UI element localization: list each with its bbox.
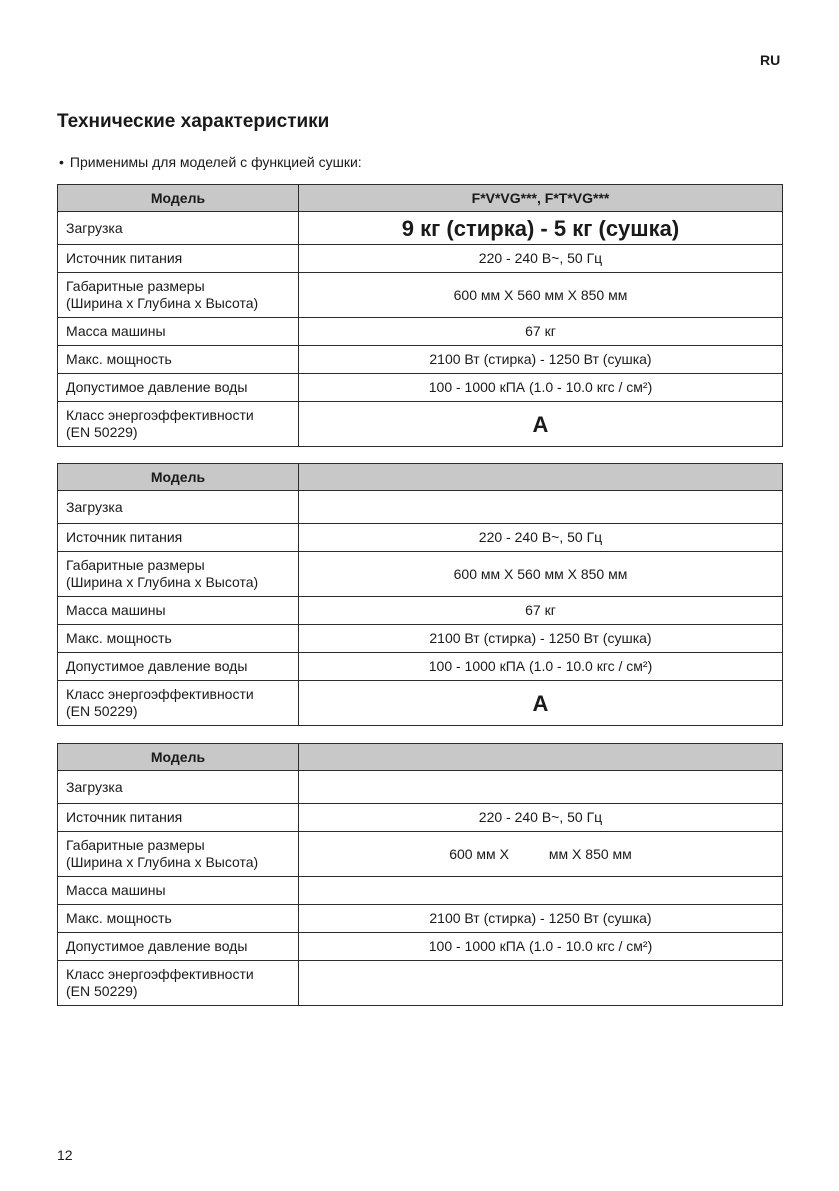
dimensions-part-a: 600 мм X — [449, 845, 509, 862]
row-label-line: (Ширина x Глубина x Высота) — [66, 295, 259, 311]
page-number: 12 — [57, 1147, 73, 1163]
model-value: F*V*VG***, F*T*VG*** — [299, 185, 783, 212]
table-row — [58, 804, 783, 832]
table-row — [58, 933, 783, 961]
model-value — [299, 744, 783, 771]
table-row — [58, 771, 783, 804]
row-label: Загрузка — [58, 491, 299, 524]
table-row — [58, 552, 783, 597]
row-label: Допустимое давление воды — [58, 933, 299, 961]
row-label: Источник питания — [58, 524, 299, 552]
mass-value — [299, 877, 783, 905]
language-code: RU — [760, 52, 781, 68]
row-label — [58, 832, 299, 877]
table-row — [58, 318, 783, 346]
spec-table-3 — [57, 743, 783, 1006]
row-label — [58, 402, 299, 447]
table-row — [58, 625, 783, 653]
row-label: Масса машины — [58, 877, 299, 905]
row-label: Макс. мощность — [58, 905, 299, 933]
table-row — [58, 961, 783, 1006]
row-label — [58, 273, 299, 318]
table-row — [58, 273, 783, 318]
spec-table-2 — [57, 463, 783, 726]
row-label-line: (EN 50229) — [66, 703, 138, 719]
table-row — [58, 905, 783, 933]
row-label — [58, 961, 299, 1006]
load-value — [299, 771, 783, 804]
row-label: Масса машины — [58, 318, 299, 346]
mass-value: 67 кг — [299, 318, 783, 346]
dimensions-value: 600 мм X 560 мм X 850 мм — [299, 552, 783, 597]
table-header-row — [58, 185, 783, 212]
row-label — [58, 681, 299, 726]
table-row — [58, 524, 783, 552]
table-header-row — [58, 464, 783, 491]
row-label: Масса машины — [58, 597, 299, 625]
row-label-line: Габаритные размеры — [66, 837, 205, 853]
water-pressure-value: 100 - 1000 кПА (1.0 - 10.0 кгс / см²) — [299, 374, 783, 402]
load-value — [299, 491, 783, 524]
row-label-line: (EN 50229) — [66, 424, 138, 440]
load-value: 9 кг (стирка) - 5 кг (сушка) — [299, 212, 783, 245]
row-label-line: Габаритные размеры — [66, 278, 205, 294]
table-row — [58, 653, 783, 681]
page-title: Технические характеристики — [57, 111, 330, 132]
dimensions-part-b: мм X 850 мм — [548, 845, 632, 862]
table-row — [58, 402, 783, 447]
energy-class-value — [299, 961, 783, 1006]
row-label-line: (EN 50229) — [66, 983, 138, 999]
table-row — [58, 877, 783, 905]
model-header: Модель — [58, 185, 299, 212]
dimensions-value — [299, 832, 783, 877]
spec-table-1 — [57, 184, 783, 447]
row-label-line: Класс энергоэффективности — [66, 966, 254, 982]
dimensions-value: 600 мм X 560 мм X 850 мм — [299, 273, 783, 318]
row-label: Источник питания — [58, 245, 299, 273]
row-label-line: Класс энергоэффективности — [66, 407, 254, 423]
power-source-value: 220 - 240 В~, 50 Гц — [299, 245, 783, 273]
max-power-value: 2100 Вт (стирка) - 1250 Вт (сушка) — [299, 905, 783, 933]
table-row — [58, 491, 783, 524]
row-label-line: (Ширина x Глубина x Высота) — [66, 574, 259, 590]
max-power-value: 2100 Вт (стирка) - 1250 Вт (сушка) — [299, 346, 783, 374]
applicability-note — [59, 154, 362, 170]
table-row — [58, 245, 783, 273]
table-row — [58, 374, 783, 402]
model-header: Модель — [58, 744, 299, 771]
row-label-line: (Ширина x Глубина x Высота) — [66, 854, 259, 870]
energy-class-value: A — [299, 402, 783, 447]
mass-value: 67 кг — [299, 597, 783, 625]
table-row — [58, 597, 783, 625]
row-label — [58, 552, 299, 597]
row-label-line: Габаритные размеры — [66, 557, 205, 573]
max-power-value: 2100 Вт (стирка) - 1250 Вт (сушка) — [299, 625, 783, 653]
table-row — [58, 681, 783, 726]
power-source-value: 220 - 240 В~, 50 Гц — [299, 804, 783, 832]
row-label: Загрузка — [58, 212, 299, 245]
row-label-line: Класс энергоэффективности — [66, 686, 254, 702]
model-header: Модель — [58, 464, 299, 491]
model-value — [299, 464, 783, 491]
row-label: Источник питания — [58, 804, 299, 832]
table-header-row — [58, 744, 783, 771]
row-label: Загрузка — [58, 771, 299, 804]
energy-class-value: A — [299, 681, 783, 726]
row-label: Допустимое давление воды — [58, 653, 299, 681]
table-row — [58, 832, 783, 877]
applicability-text: Применимы для моделей с функцией сушки: — [69, 154, 362, 170]
water-pressure-value: 100 - 1000 кПА (1.0 - 10.0 кгс / см²) — [299, 653, 783, 681]
row-label: Макс. мощность — [58, 346, 299, 374]
bullet-icon: • — [59, 154, 64, 170]
row-label: Допустимое давление воды — [58, 374, 299, 402]
table-row — [58, 346, 783, 374]
water-pressure-value: 100 - 1000 кПА (1.0 - 10.0 кгс / см²) — [299, 933, 783, 961]
row-label: Макс. мощность — [58, 625, 299, 653]
table-row — [58, 212, 783, 245]
power-source-value: 220 - 240 В~, 50 Гц — [299, 524, 783, 552]
